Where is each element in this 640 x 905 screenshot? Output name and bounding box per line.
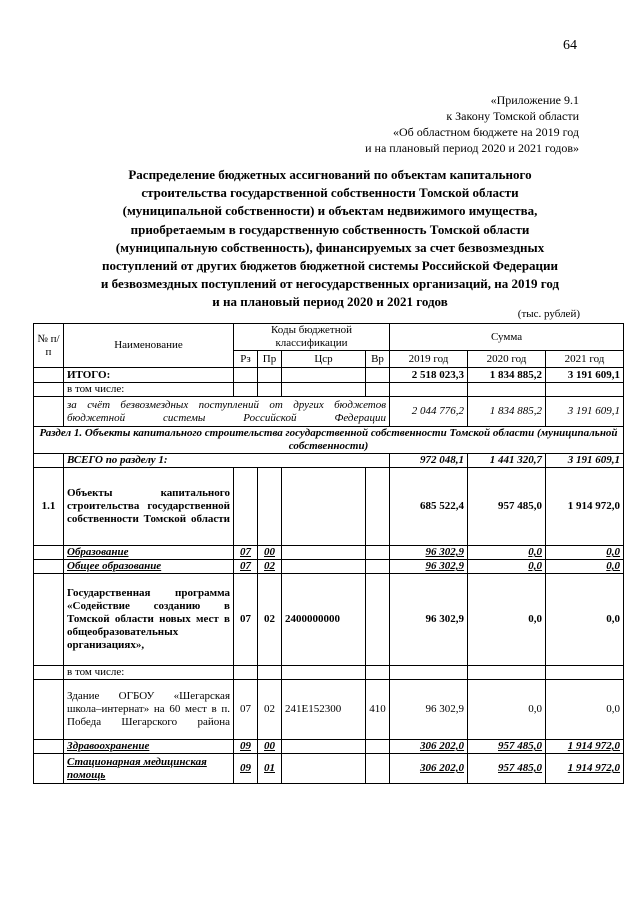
value-2021: 1 914 972,0	[546, 754, 624, 784]
value-2021: 3 191 609,1	[546, 397, 624, 427]
value-2021: 0,0	[546, 680, 624, 740]
row-name: Здание ОГБОУ «Шегарская школа–интернат» на 60 мест в п. Победа Шегарского района	[64, 680, 234, 740]
budget-table	[33, 323, 624, 784]
code-rz: 09	[234, 740, 258, 754]
table-row-transfers	[34, 397, 624, 427]
annex-line: к Закону Томской области	[446, 109, 579, 123]
table-row-program	[34, 574, 624, 666]
code-pr: 00	[258, 740, 282, 754]
header-vr: Вр	[366, 351, 390, 368]
value-2020: 957 485,0	[468, 740, 546, 754]
value-2019: 2 044 776,2	[390, 397, 468, 427]
row-name: Здравоохранение	[64, 740, 234, 754]
value-2019: 96 302,9	[390, 546, 468, 560]
value-2019: 306 202,0	[390, 754, 468, 784]
row-name: Стационарная медицинская помощь	[64, 754, 234, 784]
table-row-including	[34, 666, 624, 680]
table-row-objects	[34, 468, 624, 546]
header-rz: Рз	[234, 351, 258, 368]
header-sum: Сумма	[390, 324, 624, 351]
row-name: ИТОГО:	[64, 368, 234, 383]
value-2021: 0,0	[546, 574, 624, 666]
row-name: в том числе:	[64, 383, 234, 397]
header-2021: 2021 год	[546, 351, 624, 368]
table-row-total	[34, 368, 624, 383]
table-row-education	[34, 546, 624, 560]
value-2020: 1 834 885,2	[468, 368, 546, 383]
page-number: 64	[563, 38, 577, 53]
value-2019: 96 302,9	[390, 574, 468, 666]
value-2021: 0,0	[546, 546, 624, 560]
code-pr: 02	[258, 560, 282, 574]
header-2020: 2020 год	[468, 351, 546, 368]
header-row	[34, 324, 624, 351]
row-name: за счёт безвозмездных поступлений от других бюджетов бюджетной системы Российской Федерации	[64, 397, 390, 427]
value-2020: 957 485,0	[468, 468, 546, 546]
header-codes: Коды бюджетной классификации	[234, 324, 390, 351]
value-2021: 1 914 972,0	[546, 468, 624, 546]
table-row-health	[34, 740, 624, 754]
code-pr: 01	[258, 754, 282, 784]
code-csr: 241E152300	[282, 680, 366, 740]
title-line: и на плановый период 2020 и 2021 годов	[212, 294, 448, 310]
header-csr: Цср	[282, 351, 366, 368]
header-name: Наименование	[64, 324, 234, 368]
table-row-section	[34, 427, 624, 454]
code-rz: 07	[234, 546, 258, 560]
code-csr: 2400000000	[282, 574, 366, 666]
document-title	[70, 166, 590, 312]
value-2020: 0,0	[468, 560, 546, 574]
table-row-inpatient	[34, 754, 624, 784]
value-2019: 2 518 023,3	[390, 368, 468, 383]
row-name: в том числе:	[64, 666, 234, 680]
value-2020: 1 441 320,7	[468, 454, 546, 468]
title-line: строительства государственной собственности Томской области	[141, 185, 519, 201]
table-row-section-total	[34, 454, 624, 468]
annex-header	[365, 92, 579, 156]
value-2021: 0,0	[546, 560, 624, 574]
units-label: (тыс. рублей)	[517, 308, 580, 320]
title-line: приобретаемым в государственную собственность Томской области	[130, 221, 530, 237]
code-pr: 02	[258, 680, 282, 740]
header-pr: Пр	[258, 351, 282, 368]
title-line: Распределение бюджетных ассигнований по объектам капитального	[128, 167, 532, 182]
value-2021: 3 191 609,1	[546, 454, 624, 468]
section-title: Раздел 1. Объекты капитального строительства государственной собственности Томской области (муниципальной собственности)	[34, 427, 624, 454]
row-num: 1.1	[34, 468, 64, 546]
value-2019: 306 202,0	[390, 740, 468, 754]
title-line: (муниципальной собственности) и объектам недвижимого имущества,	[122, 203, 538, 219]
value-2019: 685 522,4	[390, 468, 468, 546]
row-name: Объекты капитального строительства государственной собственности Томской области	[64, 468, 234, 546]
value-2021: 3 191 609,1	[546, 368, 624, 383]
annex-line: «Приложение 9.1	[490, 93, 579, 107]
code-rz: 07	[234, 680, 258, 740]
code-rz: 07	[234, 560, 258, 574]
row-name: ВСЕГО по разделу 1:	[64, 454, 390, 468]
row-name: Общее образование	[64, 560, 234, 574]
table-row-general-education	[34, 560, 624, 574]
row-name: Государственная программа «Содействие созданию в Томской области новых мест в общеобразовательных организациях»,	[64, 574, 234, 666]
annex-line: «Об областном бюджете на 2019 год	[393, 125, 579, 139]
value-2019: 96 302,9	[390, 560, 468, 574]
title-line: поступлений от других бюджетов бюджетной системы Российской Федерации	[101, 258, 559, 274]
title-line: и безвозмездных поступлений от негосударственных организаций, на 2019 год	[100, 276, 560, 292]
code-vr: 410	[366, 680, 390, 740]
title-line: (муниципальную собственность), финансируемых за счет безвозмездных	[115, 239, 545, 255]
value-2020: 0,0	[468, 574, 546, 666]
value-2020: 1 834 885,2	[468, 397, 546, 427]
header-2019: 2019 год	[390, 351, 468, 368]
value-2019: 972 048,1	[390, 454, 468, 468]
row-name: Образование	[64, 546, 234, 560]
header-num: № п/п	[34, 324, 64, 368]
value-2019: 96 302,9	[390, 680, 468, 740]
value-2020: 0,0	[468, 680, 546, 740]
table-row-including	[34, 383, 624, 397]
value-2021: 1 914 972,0	[546, 740, 624, 754]
code-rz: 09	[234, 754, 258, 784]
code-pr: 00	[258, 546, 282, 560]
value-2020: 957 485,0	[468, 754, 546, 784]
table-row-building	[34, 680, 624, 740]
code-pr: 02	[258, 574, 282, 666]
value-2020: 0,0	[468, 546, 546, 560]
annex-line: и на плановый период 2020 и 2021 годов»	[365, 141, 579, 155]
code-rz: 07	[234, 574, 258, 666]
